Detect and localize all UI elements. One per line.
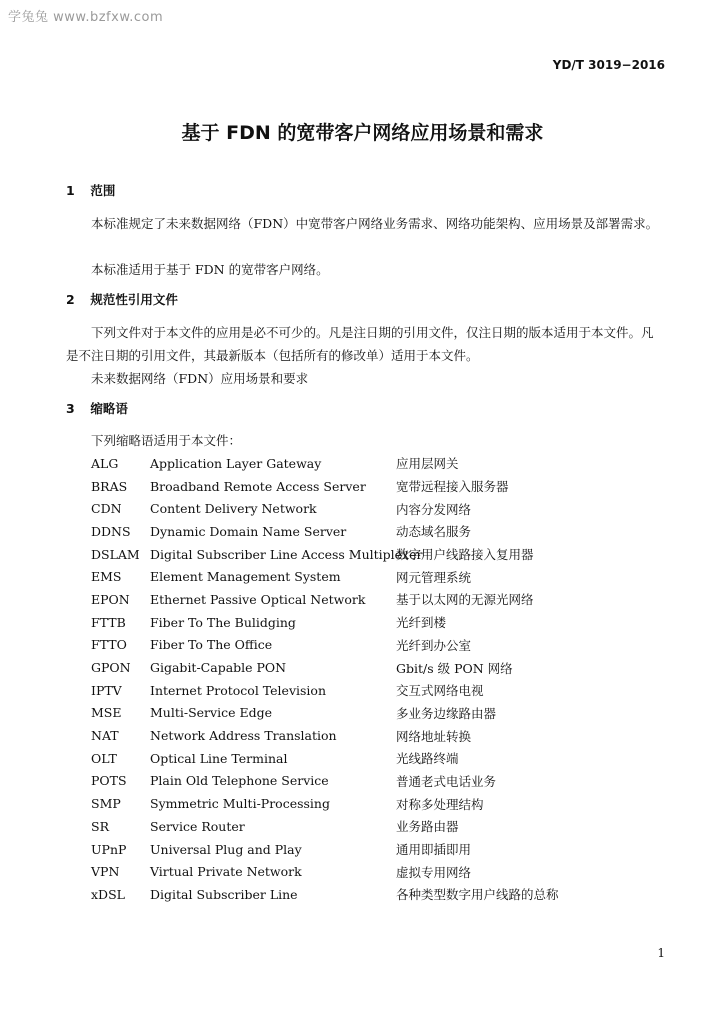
abbreviation: FTTB	[91, 614, 126, 630]
english-term: Element Management System	[150, 569, 341, 585]
abbreviation: DDNS	[91, 523, 131, 539]
abbreviation-row	[91, 883, 591, 906]
english-term: Fiber To The Bulidging	[150, 614, 296, 630]
chinese-term: 对称多处理结构	[396, 796, 484, 812]
abbreviation: BRAS	[91, 478, 128, 494]
english-term: Digital Subscriber Line	[150, 886, 298, 902]
abbreviation: FTTO	[91, 637, 127, 653]
chinese-term: 动态域名服务	[396, 524, 472, 540]
english-term: Application Layer Gateway	[150, 455, 322, 471]
abbreviation: NAT	[91, 728, 119, 744]
section-number: 2	[66, 292, 75, 307]
abbreviation-row	[91, 724, 591, 747]
abbreviation: VPN	[91, 864, 120, 880]
abbreviation-row	[91, 838, 591, 861]
english-term: Ethernet Passive Optical Network	[150, 591, 366, 607]
section-heading-abbreviations	[66, 399, 128, 417]
document-title: 基于 FDN 的宽带客户网络应用场景和需求	[181, 122, 544, 144]
abbreviation-row	[91, 747, 591, 770]
abbreviation: GPON	[91, 660, 131, 676]
chinese-term: 基于以太网的无源光网络	[396, 592, 534, 608]
abbreviation-row	[91, 475, 591, 498]
abbreviation: DSLAM	[91, 546, 140, 562]
english-term: Network Address Translation	[150, 728, 337, 744]
abbreviation-row	[91, 543, 591, 566]
section-heading-scope	[66, 181, 115, 199]
abbreviation-row	[91, 452, 591, 475]
english-term: Content Delivery Network	[150, 501, 317, 517]
paragraph: 未来数据网络（FDN）应用场景和要求	[91, 371, 309, 386]
abbreviation-row	[91, 588, 591, 611]
english-term: Broadband Remote Access Server	[150, 478, 366, 494]
document-code: YD/T 3019−2016	[552, 58, 665, 72]
chinese-term: 数字用户线路接入复用器	[396, 547, 534, 563]
english-term: Symmetric Multi-Processing	[150, 796, 330, 812]
abbreviation: xDSL	[91, 886, 125, 902]
english-term: Internet Protocol Television	[150, 682, 326, 698]
abbreviation-row	[91, 497, 591, 520]
english-term: Universal Plug and Play	[150, 841, 302, 857]
abbreviation: ALG	[91, 455, 119, 471]
abbreviation-table	[91, 452, 591, 906]
abbreviation-row	[91, 656, 591, 679]
abbreviation: MSE	[91, 705, 122, 721]
chinese-term: 普通老式电话业务	[396, 773, 497, 789]
abbreviation-row	[91, 815, 591, 838]
page-number: 1	[657, 946, 665, 960]
abbreviation-row	[91, 634, 591, 657]
chinese-term: Gbit/s 级 PON 网络	[396, 660, 513, 676]
chinese-term: 业务路由器	[396, 819, 459, 835]
abbreviation-row	[91, 702, 591, 725]
chinese-term: 光纤到楼	[396, 615, 447, 631]
paragraph: 下列文件对于本文件的应用是必不可少的。凡是注日期的引用文件，仅注日期的版本适用于本文件。凡是不注日期的引用文件，其最新版本（包括所有的修改单）适用于本文件。	[66, 325, 654, 363]
chinese-term: 虚拟专用网络	[396, 864, 472, 880]
chinese-term: 内容分发网络	[396, 501, 472, 517]
abbreviation-row	[91, 520, 591, 543]
chinese-term: 交互式网络电视	[396, 683, 484, 699]
paragraph: 本标准规定了未来数据网络（FDN）中宽带客户网络业务需求、网络功能架构、应用场景及部署需求。	[91, 216, 659, 231]
paragraph: 本标准适用于基于 FDN 的宽带客户网络。	[91, 262, 329, 277]
chinese-term: 通用即插即用	[396, 842, 472, 858]
watermark: 学兔兔 www.bzfxw.com	[8, 10, 164, 25]
chinese-term: 应用层网关	[396, 456, 459, 472]
section-number: 3	[66, 401, 75, 416]
abbreviation-row	[91, 679, 591, 702]
abbreviation-row	[91, 611, 591, 634]
english-term: Fiber To The Office	[150, 637, 273, 653]
abbreviation: OLT	[91, 750, 117, 766]
chinese-term: 各种类型数字用户线路的总称	[396, 887, 559, 903]
english-term: Digital Subscriber Line Access Multiplexer	[150, 546, 423, 562]
abbreviation-row	[91, 565, 591, 588]
english-term: Dynamic Domain Name Server	[150, 523, 347, 539]
chinese-term: 光纤到办公室	[396, 637, 472, 653]
chinese-term: 多业务边缘路由器	[396, 705, 497, 721]
section-title: 规范性引用文件	[90, 292, 178, 307]
paragraph: 下列缩略语适用于本文件：	[91, 433, 242, 448]
abbreviation: UPnP	[91, 841, 127, 857]
chinese-term: 网络地址转换	[396, 728, 472, 744]
abbreviation: EMS	[91, 569, 122, 585]
chinese-term: 网元管理系统	[396, 569, 472, 585]
abbreviation: SMP	[91, 796, 121, 812]
abbreviation-row	[91, 770, 591, 793]
section-heading-normative-references	[66, 290, 178, 308]
abbreviation-row	[91, 860, 591, 883]
english-term: Virtual Private Network	[150, 864, 302, 880]
english-term: Plain Old Telephone Service	[150, 773, 329, 789]
abbreviation: CDN	[91, 501, 122, 517]
chinese-term: 光线路终端	[396, 751, 459, 767]
section-number: 1	[66, 183, 75, 198]
section-title: 范围	[90, 183, 116, 198]
abbreviation: IPTV	[91, 682, 122, 698]
english-term: Multi-Service Edge	[150, 705, 272, 721]
abbreviation: SR	[91, 818, 109, 834]
english-term: Optical Line Terminal	[150, 750, 288, 766]
section-title: 缩略语	[90, 401, 128, 416]
abbreviation: EPON	[91, 591, 130, 607]
abbreviation-row	[91, 792, 591, 815]
english-term: Gigabit-Capable PON	[150, 660, 287, 676]
english-term: Service Router	[150, 818, 245, 834]
abbreviation: POTS	[91, 773, 127, 789]
chinese-term: 宽带远程接入服务器	[396, 479, 509, 495]
